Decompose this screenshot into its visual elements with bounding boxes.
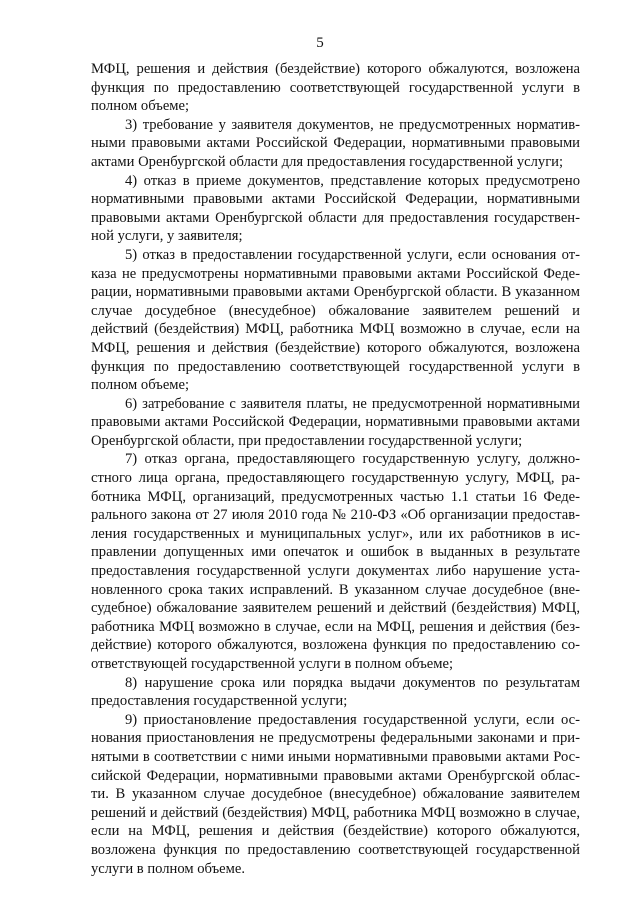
paragraph-item-4: 4) отказ в приеме документов, представление которых предусмотрено нормативными правовыми актами Российской Федерации, нормативными правовыми актами Оренбургской области для предоставления государственной услуги, у заявителя; (91, 172, 580, 245)
paragraph-item-9: 9) приостановление предоставления государственной услуги, если основания приостановления не предусмотрены федеральными законами и принятыми в соответствии с ними иными нормативными правовыми актами Российской Федерации, нормативными правовыми актами Оренбургской области. В указанном случае досудебное (внесудебное) обжалование заявителем решений и действий (бездействия) МФЦ, работника МФЦ возможно в случае, если на МФЦ, решения и действия (бездействие) которого обжалуются, возложена функция по предоставлению соответствующей государственной услуги в полном объеме. (91, 711, 580, 877)
page-number: 5 (316, 35, 324, 51)
paragraph-continuation: МФЦ, решения и действия (бездействие) которого обжалуются, возложена функция по предоставлению соответствующей государственной услуги в полном объеме; (91, 61, 580, 115)
paragraph-item-3: 3) требование у заявителя документов, не предусмотренных нормативными правовыми актами Российской Федерации, нормативными правовыми актами Оренбургской области для предоставления государственной услуги; (91, 116, 580, 170)
paragraph-item-7: 7) отказ органа, предоставляющего государственную услугу, должностного лица органа, предоставляющего государственную услугу, МФЦ, работника МФЦ, организаций, предусмотренных частью 1.1 статьи 16 Федерального закона от 27 июля 2010 года № 210-ФЗ «Об организации предоставления государственных и муниципальных услуг», или их работников в исправлении допущенных ими опечаток и ошибок в выданных в результате предоставления государственной услуги документах либо нарушение установленного срока таких исправлений. В указанном случае досудебное (внесудебное) обжалование заявителем решений и действий (бездействия) МФЦ, работника МФЦ возможно в случае, если на МФЦ, решения и действия (бездействие) которого обжалуются, возложена функция по предоставлению соответствующей государственной услуги в полном объеме; (91, 451, 580, 672)
paragraph-item-6: 6) затребование с заявителя платы, не предусмотренной нормативными правовыми актами Российской Федерации, нормативными правовыми актами Оренбургской области, при предоставлении государственной услуги; (91, 395, 580, 449)
paragraph-item-5: 5) отказ в предоставлении государственной услуги, если основания отказа не предусмотрены нормативными правовыми актами Российской Федерации, нормативными правовыми актами Оренбургской области. В указанном случае досудебное (внесудебное) обжалование заявителем решений и действий (бездействия) МФЦ, работника МФЦ возможно в случае, если на МФЦ, решения и действия (бездействие) которого обжалуются, возложена функция по предоставлению соответствующей государственной услуги в полном объеме; (91, 246, 580, 394)
document-body (91, 60, 580, 878)
paragraph-item-8: 8) нарушение срока или порядка выдачи документов по результатам предоставления государственной услуги; (91, 674, 580, 710)
